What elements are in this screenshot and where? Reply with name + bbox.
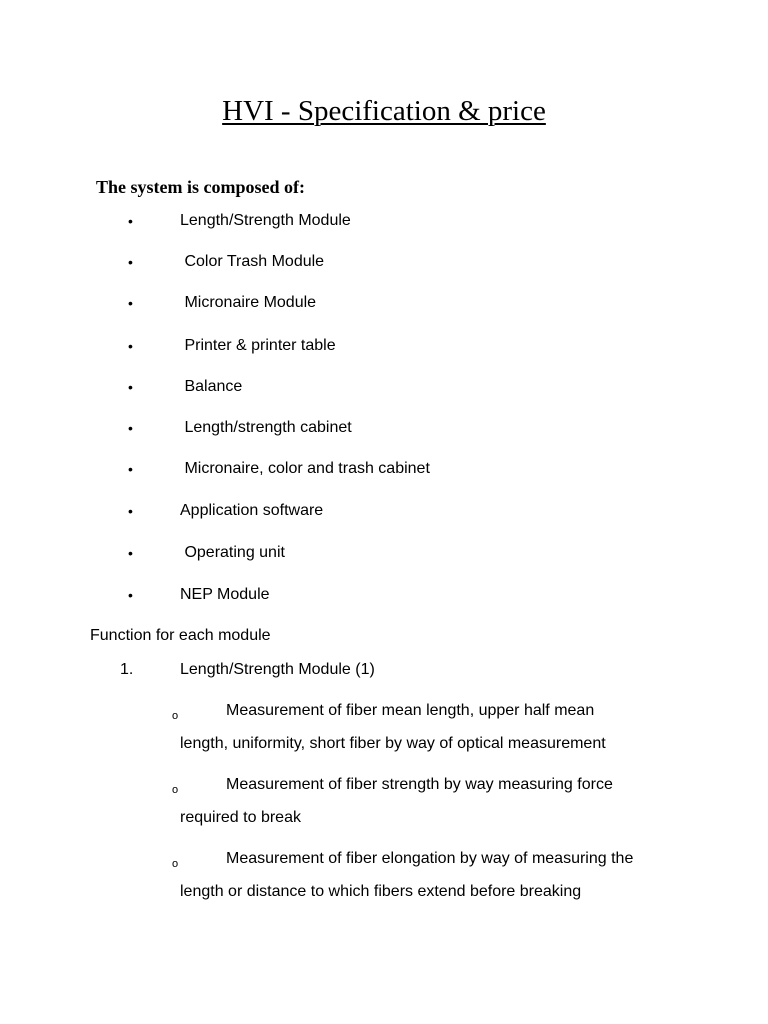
- list-item-text: Length/Strength Module: [180, 212, 351, 229]
- list-item-text: Color Trash Module: [180, 253, 325, 270]
- bullet-icon: •: [128, 379, 133, 395]
- list-item-text: NEP Module: [180, 586, 270, 603]
- bullet-icon: •: [128, 295, 133, 311]
- bullet-icon: •: [128, 254, 133, 270]
- circle-bullet-icon: o: [172, 784, 179, 796]
- item-number: 1.: [120, 661, 134, 678]
- sub-item-line: length or distance to which fibers extend before breaking: [180, 883, 582, 900]
- section-heading: Function for each module: [90, 627, 271, 644]
- list-item-text: Operating unit: [180, 544, 285, 561]
- bullet-icon: •: [128, 461, 133, 477]
- bullet-icon: •: [128, 338, 133, 354]
- list-item-text: Application software: [180, 502, 324, 519]
- list-item-text: Balance: [180, 378, 243, 395]
- sub-item-line: length, uniformity, short fiber by way of optical measurement: [180, 735, 606, 752]
- list-item-text: Micronaire Module: [180, 294, 317, 311]
- sub-item-line: Measurement of fiber mean length, upper half mean: [226, 702, 595, 719]
- item-label: Length/Strength Module (1): [180, 661, 375, 678]
- bullet-icon: •: [128, 213, 133, 229]
- bullet-icon: •: [128, 420, 133, 436]
- circle-bullet-icon: o: [172, 858, 179, 870]
- sub-item-line: required to break: [180, 809, 301, 826]
- circle-bullet-icon: o: [172, 710, 179, 722]
- bullet-icon: •: [128, 503, 133, 519]
- bullet-icon: •: [128, 587, 133, 603]
- list-item-text: Micronaire, color and trash cabinet: [180, 460, 430, 477]
- bullet-icon: •: [128, 545, 133, 561]
- list-item-text: Printer & printer table: [180, 337, 336, 354]
- sub-item-line: Measurement of fiber strength by way measuring force: [226, 776, 613, 793]
- sub-item-line: Measurement of fiber elongation by way of measuring the: [226, 850, 634, 867]
- list-item-text: Length/strength cabinet: [180, 419, 352, 436]
- intro-heading: The system is composed of:: [96, 177, 305, 197]
- document-title: HVI - Specification & price: [222, 95, 546, 127]
